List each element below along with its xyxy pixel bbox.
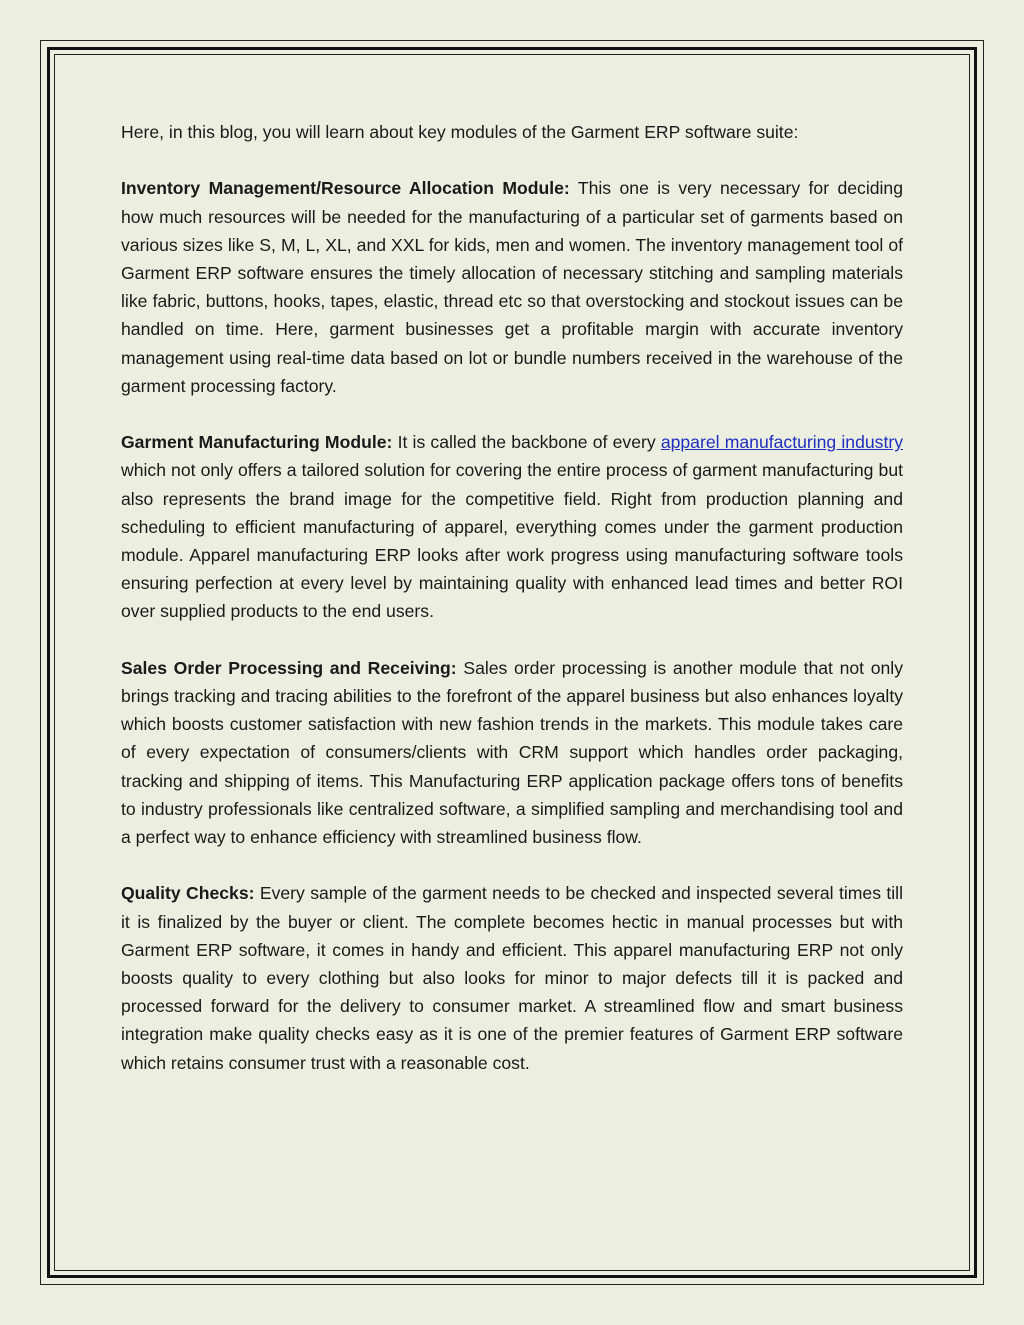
apparel-manufacturing-industry-link[interactable]: apparel manufacturing industry [660,432,903,453]
section-heading: Quality Checks: [121,883,255,904]
section-heading: Garment Manufacturing Module: [121,432,393,453]
section-quality-checks [121,879,903,1076]
section-garment-manufacturing [121,428,903,625]
section-body: which not only offers a tailored solution for covering the entire process of garment manufacturing but also represents the brand image for the competitive field. Right from production planning and scheduling to efficient manufacturing of apparel, everything comes under the garment production module. Apparel manufacturing ERP looks after work progress using manufacturing software tools ensuring perfection at every level by maintaining quality with enhanced lead times and better ROI over supplied products to the end users. [121,460,903,622]
document-body [121,118,903,1105]
section-heading: Sales Order Processing and Receiving: [121,657,457,678]
section-heading: Inventory Management/Resource Allocation Module: [121,178,570,199]
section-body: Sales order processing is another module that not only brings tracking and tracing abilities to the forefront of the apparel business but also enhances loyalty which boosts customer satisfaction with new fashion trends in the markets. This module takes care of every expectation of consumers/clients with CRM support which handles order packaging, tracking and shipping of items. This Manufacturing ERP application package offers tons of benefits to industry professionals like centralized software, a simplified sampling and merchandising tool and a perfect way to enhance efficiency with streamlined business flow. [121,657,903,848]
section-body: This one is very necessary for deciding how much resources will be needed for the manufacturing of a particular set of garments based on various sizes like S, M, L, XL, and XXL for kids, men and women. The inventory management tool of Garment ERP software ensures the timely allocation of necessary stitching and sampling materials like fabric, buttons, hooks, tapes, elastic, thread etc so that overstocking and stockout issues can be handled on time. Here, garment businesses get a profitable margin with accurate inventory management using real-time data based on lot or bundle numbers received in the warehouse of the garment processing factory. [121,178,903,396]
section-inventory [121,174,903,400]
section-body: Every sample of the garment needs to be checked and inspected several times till it is finalized by the buyer or client. The complete becomes hectic in manual processes but with Garment ERP software, it comes in handy and efficient. This apparel manufacturing ERP not only boosts quality to every clothing but also looks for minor to major defects till it is packed and processed forward for the delivery to consumer market. A streamlined flow and smart business integration make quality checks easy as it is one of the premier features of Garment ERP software which retains consumer trust with a reasonable cost. [121,883,903,1073]
intro-paragraph: Here, in this blog, you will learn about key modules of the Garment ERP software suite: [121,122,799,142]
section-body: It is called the backbone of every [392,432,661,453]
section-sales-order [121,654,903,851]
